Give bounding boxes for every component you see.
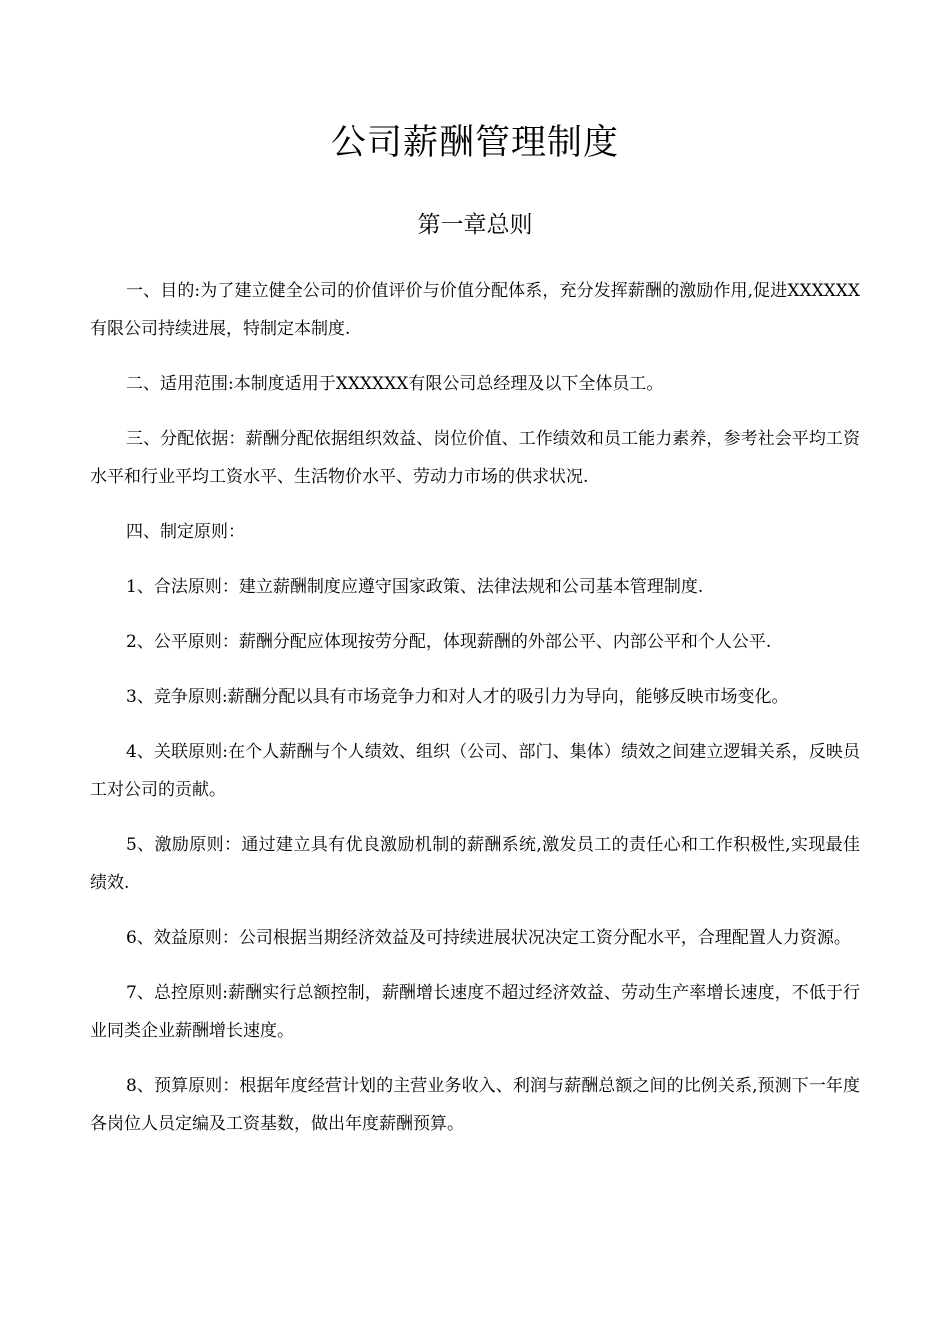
paragraph-principle-correlation: 4、关联原则:在个人薪酬与个人绩效、组织（公司、部门、集体）绩效之间建立逻辑关系，反映员工对公司的贡献。 — [90, 742, 860, 800]
paragraph-principle-benefit: 6、效益原则：公司根据当期经济效益及可持续进展状况决定工资分配水平，合理配置人力资源。 — [126, 928, 851, 948]
paragraph-principle-competition: 3、竞争原则:薪酬分配以具有市场竞争力和对人才的吸引力为导向，能够反映市场变化。 — [126, 687, 789, 707]
paragraph-scope: 二、适用范围:本制度适用于XXXXXX有限公司总经理及以下全体员工。 — [126, 374, 664, 394]
paragraph-principle-budget: 8、预算原则：根据年度经营计划的主营业务收入、利润与薪酬总额之间的比例关系,预测下一年度各岗位人员定编及工资基数，做出年度薪酬预算。 — [90, 1076, 860, 1134]
document-body — [90, 272, 860, 1160]
document-title: 公司薪酬管理制度 — [330, 123, 619, 163]
paragraph-purpose: 一、目的:为了建立健全公司的价值评价与价值分配体系，充分发挥薪酬的激励作用,促进XXXXXX有限公司持续进展，特制定本制度. — [90, 281, 860, 339]
paragraph-principle-incentive: 5、激励原则：通过建立具有优良激励机制的薪酬系统,激发员工的责任心和工作积极性,实现最佳绩效. — [90, 835, 860, 893]
paragraph-principle-legal: 1、合法原则：建立薪酬制度应遵守国家政策、法律法规和公司基本管理制度. — [126, 577, 704, 597]
paragraph-basis: 三、分配依据：薪酬分配依据组织效益、岗位价值、工作绩效和员工能力素养，参考社会平均工资水平和行业平均工资水平、生活物价水平、劳动力市场的供求状况. — [90, 429, 860, 487]
paragraph-principle-total-control: 7、总控原则:薪酬实行总额控制，薪酬增长速度不超过经济效益、劳动生产率增长速度，不低于行业同类企业薪酬增长速度。 — [90, 983, 860, 1041]
chapter-title: 第一章总则 — [417, 212, 533, 238]
paragraph-principles-heading: 四、制定原则： — [126, 522, 245, 542]
paragraph-principle-fairness: 2、公平原则：薪酬分配应体现按劳分配，体现薪酬的外部公平、内部公平和个人公平. — [126, 632, 772, 652]
